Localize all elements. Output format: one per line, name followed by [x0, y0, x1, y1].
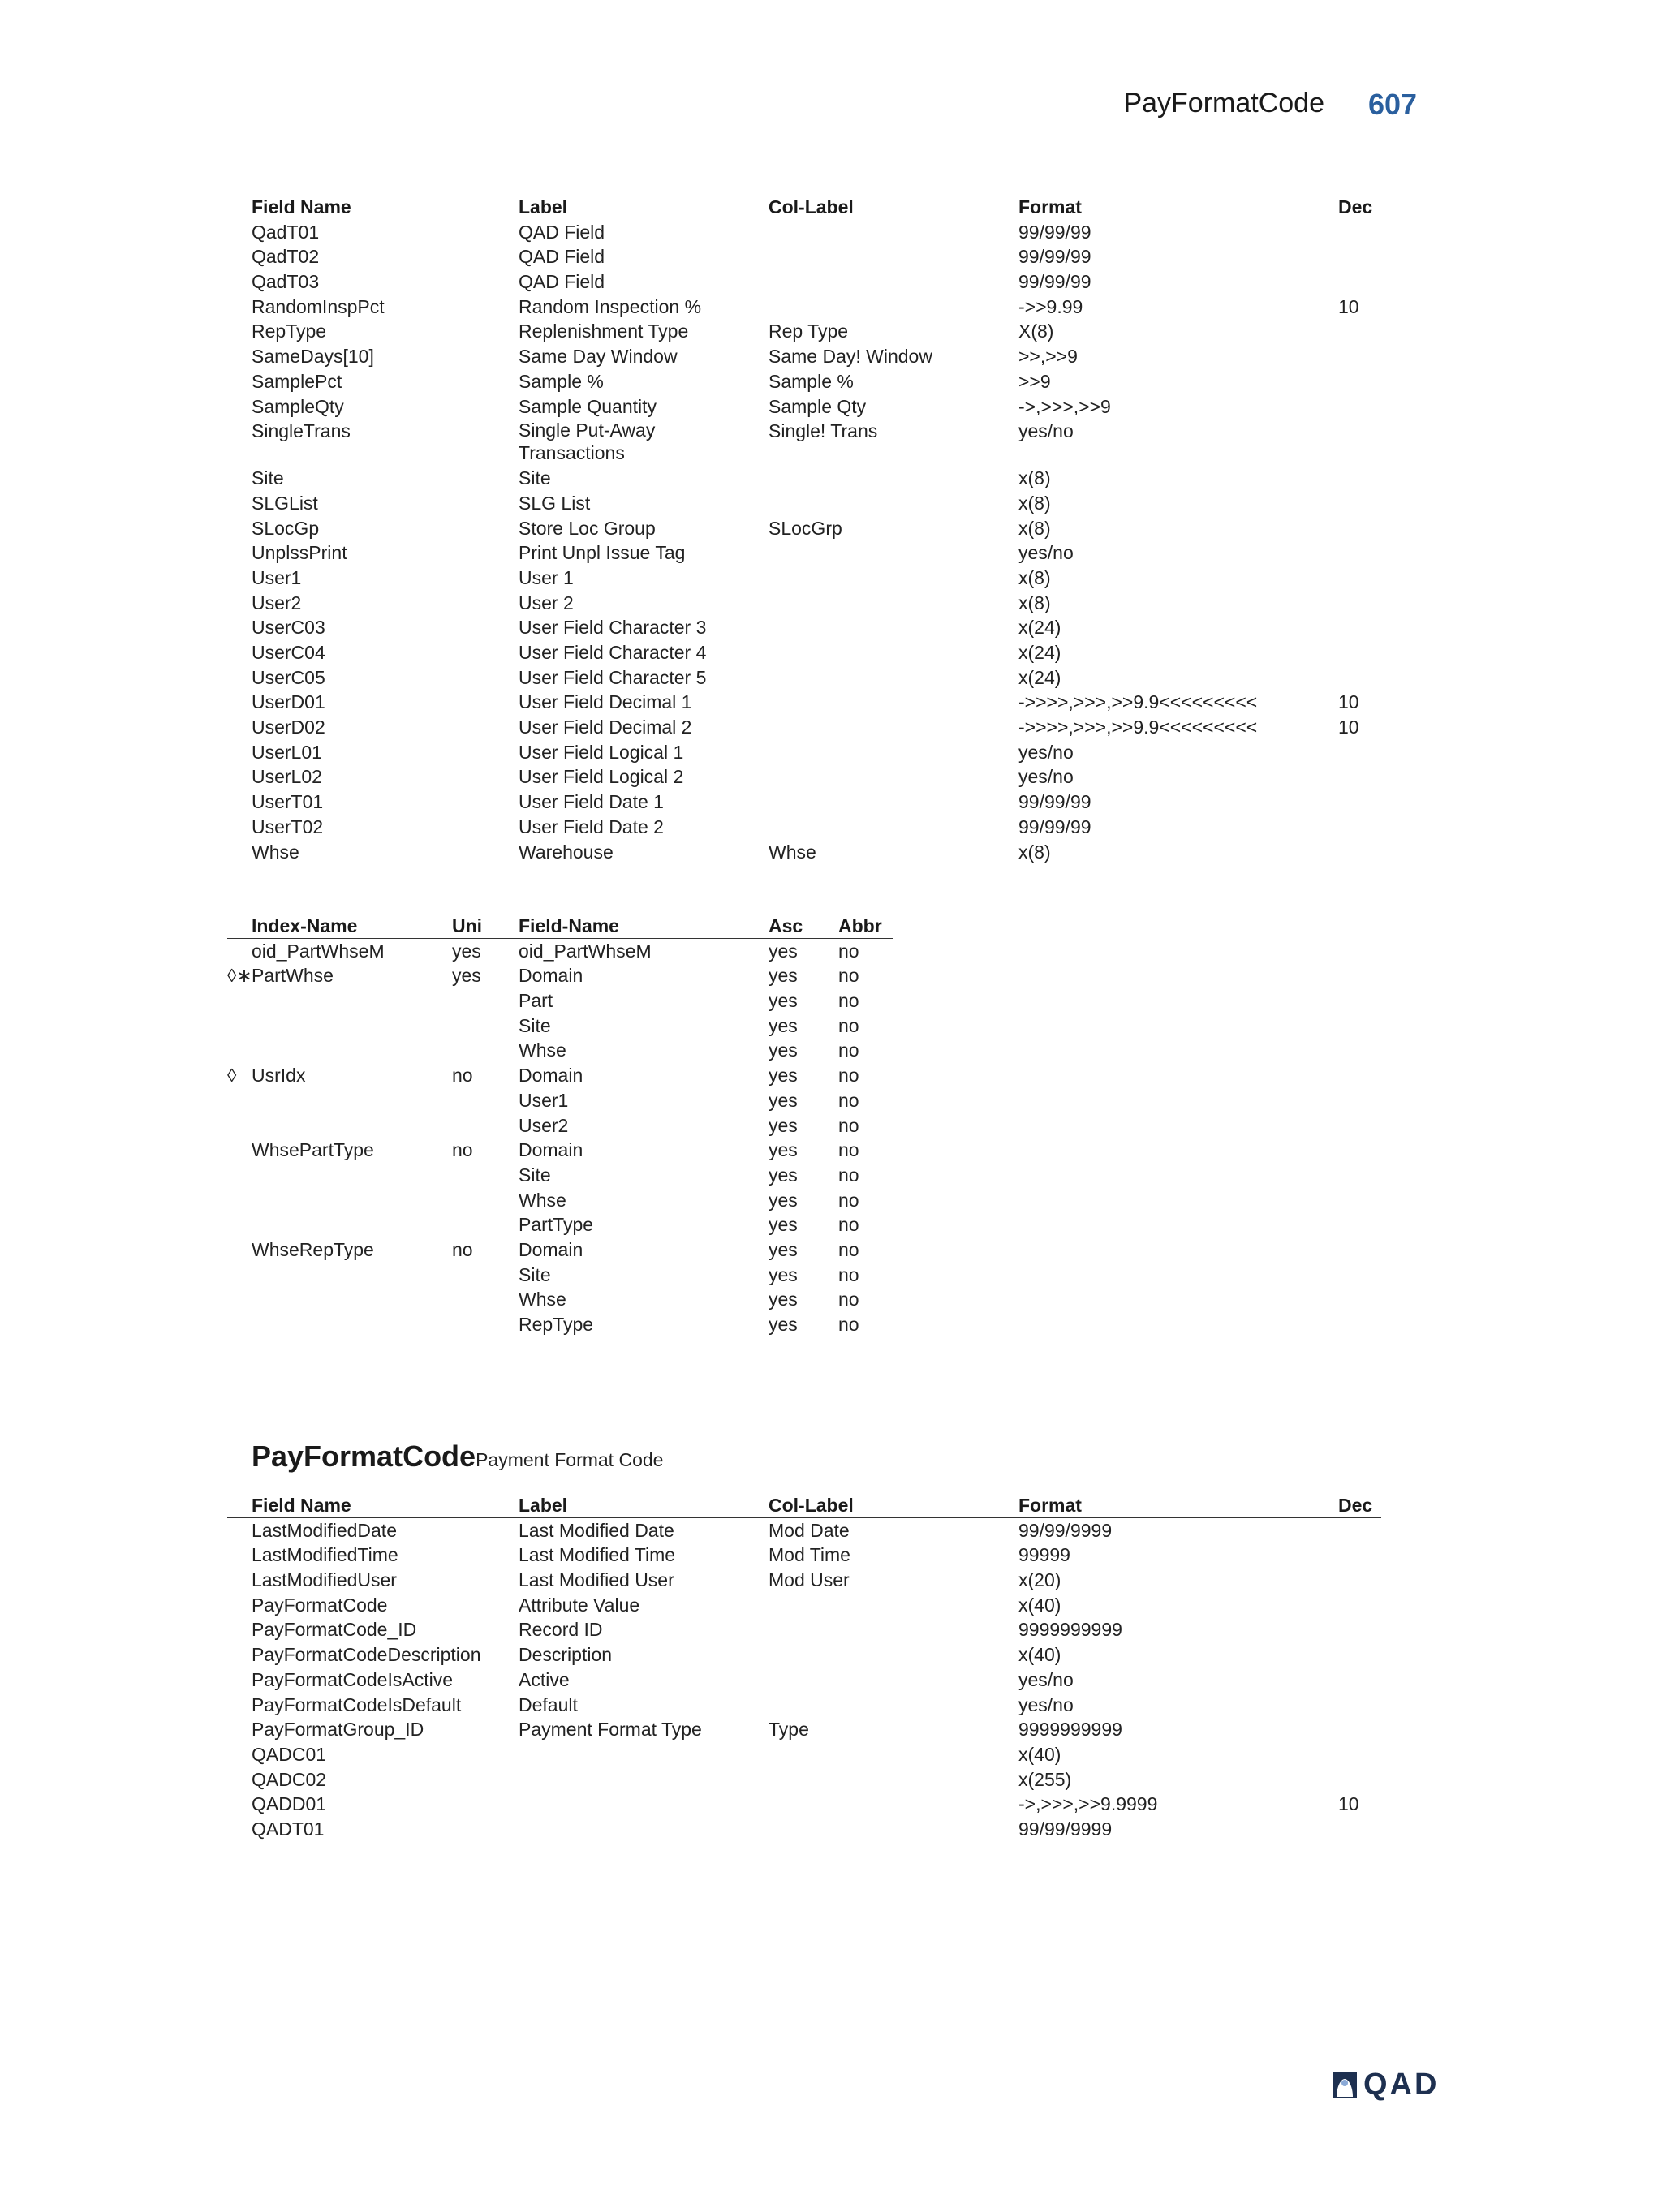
- label-cell: QAD Field: [519, 271, 605, 293]
- format-cell: >>9: [1018, 370, 1051, 392]
- label-cell: Store Loc Group: [519, 517, 656, 539]
- field-name-cell: QADC02: [252, 1768, 327, 1790]
- col-label-cell: Mod Time: [769, 1544, 850, 1566]
- field-name-cell: UserC04: [252, 642, 325, 663]
- index-name-cell: UsrIdx: [252, 1065, 306, 1087]
- asc-cell: yes: [769, 1139, 798, 1161]
- label-cell: User Field Logical 2: [519, 766, 684, 788]
- label-cell: Payment Format Type: [519, 1719, 702, 1741]
- field-name-cell: LastModifiedUser: [252, 1569, 397, 1591]
- field-name-cell: UserL02: [252, 766, 322, 788]
- label-cell: User Field Character 5: [519, 666, 707, 688]
- asc-cell: yes: [769, 1214, 798, 1236]
- format-cell: x(8): [1018, 566, 1051, 588]
- col-label-cell: Single! Trans: [769, 420, 878, 442]
- format-cell: 99999: [1018, 1544, 1070, 1566]
- asc-cell: yes: [769, 965, 798, 987]
- header-abbr: Abbr: [838, 915, 882, 936]
- format-cell: 99/99/99: [1018, 221, 1091, 243]
- index-name-cell: WhsePartType: [252, 1139, 374, 1161]
- header-format: Format: [1018, 1495, 1082, 1516]
- index-name-cell: WhseRepType: [252, 1238, 374, 1260]
- header-label: Label: [519, 196, 568, 217]
- field-name-cell: QadT02: [252, 246, 320, 268]
- field-name-cell: User2: [519, 1114, 569, 1136]
- abbr-cell: no: [838, 1263, 859, 1285]
- field-name-cell: QadT03: [252, 271, 320, 293]
- abbr-cell: no: [838, 1039, 859, 1061]
- field-name-cell: RepType: [519, 1314, 594, 1335]
- abbr-cell: no: [838, 1238, 859, 1260]
- format-cell: x(8): [1018, 592, 1051, 613]
- col-label-cell: Type: [769, 1719, 809, 1741]
- col-label-cell: Sample Qty: [769, 395, 867, 417]
- field-name-cell: Domain: [519, 1238, 583, 1260]
- field-name-cell: Domain: [519, 1065, 583, 1087]
- asc-cell: yes: [769, 1238, 798, 1260]
- field-name-cell: PayFormatCode: [252, 1594, 388, 1616]
- label-cell: Description: [519, 1644, 613, 1666]
- uni-cell: no: [452, 1065, 473, 1087]
- page-number: 607: [1368, 88, 1418, 121]
- label-cell: Site: [519, 467, 551, 489]
- logo-text: QAD: [1363, 2068, 1440, 2102]
- dec-cell: 10: [1338, 1793, 1359, 1815]
- asc-cell: yes: [769, 990, 798, 1012]
- field-name-cell: UserL01: [252, 741, 322, 763]
- format-cell: ->,>>>,>>9.9999: [1018, 1793, 1158, 1815]
- field-name-cell: User1: [519, 1089, 569, 1111]
- field-name-cell: PartType: [519, 1214, 594, 1236]
- asc-cell: yes: [769, 1114, 798, 1136]
- label-cell: User Field Logical 1: [519, 741, 684, 763]
- field-name-cell: User2: [252, 592, 302, 613]
- abbr-cell: no: [838, 1214, 859, 1236]
- asc-cell: yes: [769, 940, 798, 962]
- header-asc: Asc: [769, 915, 803, 936]
- qad-logo: [1329, 2068, 1439, 2102]
- format-cell: 99/99/99: [1018, 271, 1091, 293]
- asc-cell: yes: [769, 1263, 798, 1285]
- label-cell: Last Modified User: [519, 1569, 674, 1591]
- field-name-cell: LastModifiedTime: [252, 1544, 398, 1566]
- col-label-cell: Mod Date: [769, 1519, 850, 1541]
- label-cell: Last Modified Date: [519, 1519, 674, 1541]
- label-cell: Same Day Window: [519, 346, 678, 368]
- format-cell: 9999999999: [1018, 1619, 1122, 1641]
- label-cell: QAD Field: [519, 221, 605, 243]
- header-field-name: Field-Name: [519, 915, 619, 936]
- col-label-cell: Mod User: [769, 1569, 850, 1591]
- field-name-cell: UserD02: [252, 717, 325, 738]
- label-cell: Record ID: [519, 1619, 603, 1641]
- format-cell: yes/no: [1018, 1668, 1074, 1690]
- index-name-cell: PartWhse: [252, 965, 334, 987]
- field-name-cell: Part: [519, 990, 553, 1012]
- dec-cell: 10: [1338, 691, 1359, 713]
- format-cell: x(40): [1018, 1743, 1061, 1765]
- uni-cell: no: [452, 1238, 473, 1260]
- abbr-cell: no: [838, 1164, 859, 1186]
- format-cell: x(24): [1018, 642, 1061, 663]
- uni-cell: no: [452, 1139, 473, 1161]
- header-dec: Dec: [1338, 196, 1373, 217]
- format-cell: x(20): [1018, 1569, 1061, 1591]
- field-name-cell: QadT01: [252, 221, 320, 243]
- format-cell: ->>>>,>>>,>>9.9<<<<<<<<<: [1018, 717, 1258, 738]
- field-name-cell: UserT02: [252, 816, 324, 837]
- format-cell: x(8): [1018, 841, 1051, 863]
- label-cell: Single Put-Away Transactions: [519, 420, 656, 464]
- abbr-cell: no: [838, 1139, 859, 1161]
- field-name-cell: QADC01: [252, 1743, 327, 1765]
- format-cell: 99/99/99: [1018, 816, 1091, 837]
- field-name-cell: UserC05: [252, 666, 325, 688]
- running-header-title: PayFormatCode: [1123, 88, 1324, 118]
- label-cell: User Field Decimal 2: [519, 717, 692, 738]
- format-cell: X(8): [1018, 321, 1054, 342]
- label-cell: User 1: [519, 566, 574, 588]
- format-cell: x(40): [1018, 1644, 1061, 1666]
- abbr-cell: no: [838, 1314, 859, 1335]
- header-col-label: Col-Label: [769, 1495, 854, 1516]
- label-cell: Default: [519, 1693, 578, 1715]
- field-name-cell: Site: [519, 1014, 551, 1036]
- header-col-label: Col-Label: [769, 196, 854, 217]
- label-cell: Sample Quantity: [519, 395, 657, 417]
- field-name-cell: LastModifiedDate: [252, 1519, 397, 1541]
- header-index-name: Index-Name: [252, 915, 358, 936]
- field-name-cell: SamplePct: [252, 370, 342, 392]
- field-name-cell: SLocGp: [252, 517, 320, 539]
- asc-cell: yes: [769, 1164, 798, 1186]
- abbr-cell: no: [838, 1089, 859, 1111]
- index-marker: ◊: [227, 1065, 237, 1087]
- format-cell: ->>9.99: [1018, 295, 1083, 317]
- field-name-cell: Whse: [519, 1039, 566, 1061]
- asc-cell: yes: [769, 1289, 798, 1310]
- uni-cell: yes: [452, 940, 481, 962]
- section-title: PayFormatCode: [252, 1440, 476, 1473]
- header-field-name: Field Name: [252, 1495, 351, 1516]
- label-cell: QAD Field: [519, 246, 605, 268]
- label-cell: Sample %: [519, 370, 604, 392]
- index-marker: ◊∗: [227, 965, 252, 987]
- asc-cell: yes: [769, 1089, 798, 1111]
- field-name-cell: QADD01: [252, 1793, 327, 1815]
- format-cell: 99/99/9999: [1018, 1519, 1113, 1541]
- field-name-cell: Domain: [519, 965, 583, 987]
- section-subtitle: Payment Format Code: [476, 1449, 664, 1470]
- abbr-cell: no: [838, 940, 859, 962]
- field-name-cell: UserC03: [252, 617, 325, 639]
- abbr-cell: no: [838, 1289, 859, 1310]
- abbr-cell: no: [838, 1114, 859, 1136]
- dec-cell: 10: [1338, 717, 1359, 738]
- field-name-cell: Site: [519, 1263, 551, 1285]
- field-name-cell: Site: [519, 1164, 551, 1186]
- asc-cell: yes: [769, 1065, 798, 1087]
- format-cell: yes/no: [1018, 766, 1074, 788]
- label-cell: Last Modified Time: [519, 1544, 676, 1566]
- field-name-cell: UserD01: [252, 691, 325, 713]
- format-cell: x(8): [1018, 492, 1051, 514]
- field-name-cell: UserT01: [252, 791, 324, 813]
- label-cell: Warehouse: [519, 841, 614, 863]
- header-uni: Uni: [452, 915, 483, 936]
- label-cell: SLG List: [519, 492, 591, 514]
- format-cell: 9999999999: [1018, 1719, 1122, 1741]
- asc-cell: yes: [769, 1189, 798, 1211]
- field-name-cell: QADT01: [252, 1818, 325, 1840]
- abbr-cell: no: [838, 1065, 859, 1087]
- format-cell: yes/no: [1018, 1693, 1074, 1715]
- header-dec: Dec: [1338, 1495, 1373, 1516]
- asc-cell: yes: [769, 1314, 798, 1335]
- format-cell: 99/99/99: [1018, 791, 1091, 813]
- label-cell: Attribute Value: [519, 1594, 640, 1616]
- col-label-cell: Same Day! Window: [769, 346, 932, 368]
- col-label-cell: SLocGrp: [769, 517, 842, 539]
- field-name-cell: Whse: [519, 1289, 566, 1310]
- col-label-cell: Rep Type: [769, 321, 849, 342]
- field-name-cell: Site: [252, 467, 284, 489]
- format-cell: ->>>>,>>>,>>9.9<<<<<<<<<: [1018, 691, 1258, 713]
- dec-cell: 10: [1338, 295, 1359, 317]
- label-cell: User Field Character 4: [519, 642, 707, 663]
- label-cell: Print Unpl Issue Tag: [519, 542, 686, 564]
- field-name-cell: oid_PartWhseM: [519, 940, 652, 962]
- format-cell: x(255): [1018, 1768, 1072, 1790]
- field-name-cell: Whse: [252, 841, 299, 863]
- qad-logo-icon: [1329, 2071, 1360, 2100]
- label-cell: Random Inspection %: [519, 295, 702, 317]
- abbr-cell: no: [838, 965, 859, 987]
- index-name-cell: oid_PartWhseM: [252, 940, 385, 962]
- asc-cell: yes: [769, 1039, 798, 1061]
- header-field-name: Field Name: [252, 196, 351, 217]
- header-label: Label: [519, 1495, 568, 1516]
- field-name-cell: PayFormatCode_ID: [252, 1619, 417, 1641]
- field-name-cell: User1: [252, 566, 302, 588]
- format-cell: x(8): [1018, 517, 1051, 539]
- abbr-cell: no: [838, 1014, 859, 1036]
- field-name-cell: SLGList: [252, 492, 318, 514]
- section-heading: [252, 1440, 663, 1474]
- field-name-cell: PayFormatCodeIsDefault: [252, 1693, 462, 1715]
- field-name-cell: RandomInspPct: [252, 295, 385, 317]
- format-cell: x(24): [1018, 617, 1061, 639]
- col-label-cell: Whse: [769, 841, 816, 863]
- abbr-cell: no: [838, 990, 859, 1012]
- label-cell: Active: [519, 1668, 570, 1690]
- label-cell: Replenishment Type: [519, 321, 689, 342]
- field-name-cell: PayFormatCodeIsActive: [252, 1668, 453, 1690]
- label-cell: User 2: [519, 592, 574, 613]
- header-format: Format: [1018, 196, 1082, 217]
- format-cell: yes/no: [1018, 542, 1074, 564]
- format-cell: x(40): [1018, 1594, 1061, 1616]
- field-name-cell: SameDays[10]: [252, 346, 374, 368]
- format-cell: >>,>>9: [1018, 346, 1078, 368]
- field-name-cell: SampleQty: [252, 395, 344, 417]
- col-label-cell: Sample %: [769, 370, 854, 392]
- field-name-cell: PayFormatGroup_ID: [252, 1719, 424, 1741]
- format-cell: 99/99/99: [1018, 246, 1091, 268]
- uni-cell: yes: [452, 965, 481, 987]
- abbr-cell: no: [838, 1189, 859, 1211]
- field-name-cell: UnplssPrint: [252, 542, 347, 564]
- asc-cell: yes: [769, 1014, 798, 1036]
- format-cell: yes/no: [1018, 420, 1074, 442]
- field-name-cell: RepType: [252, 321, 327, 342]
- label-cell: User Field Character 3: [519, 617, 707, 639]
- format-cell: x(24): [1018, 666, 1061, 688]
- label-cell: User Field Date 2: [519, 816, 664, 837]
- field-name-cell: PayFormatCodeDescription: [252, 1644, 481, 1666]
- label-cell: User Field Decimal 1: [519, 691, 692, 713]
- field-name-cell: Domain: [519, 1139, 583, 1161]
- format-cell: 99/99/9999: [1018, 1818, 1113, 1840]
- field-name-cell: Whse: [519, 1189, 566, 1211]
- field-name-cell: SingleTrans: [252, 420, 351, 442]
- format-cell: ->,>>>,>>9: [1018, 395, 1111, 417]
- format-cell: yes/no: [1018, 741, 1074, 763]
- label-cell: User Field Date 1: [519, 791, 664, 813]
- format-cell: x(8): [1018, 467, 1051, 489]
